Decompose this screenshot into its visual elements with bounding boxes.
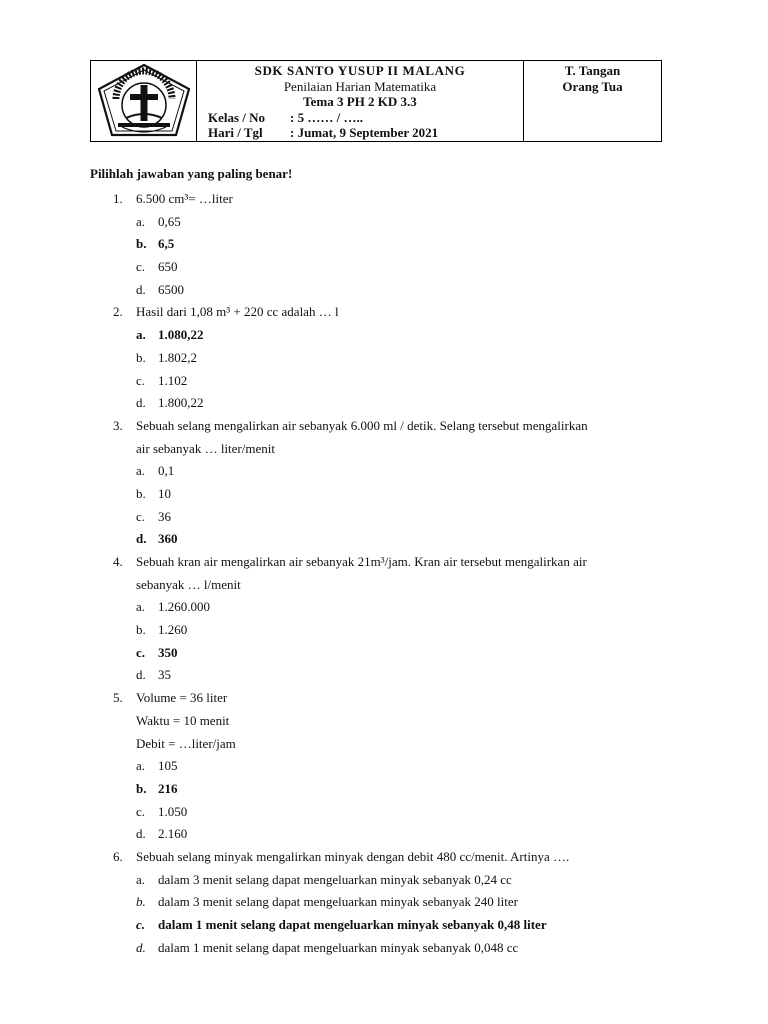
option-4c-answer	[0, 642, 768, 665]
question-text: Volume = 36 liter	[136, 690, 228, 706]
option-text: 1.260	[158, 622, 188, 638]
signature-label-line1: T. Tangan	[564, 63, 621, 78]
option-letter: d.	[136, 939, 146, 955]
class-row	[197, 110, 523, 126]
option-letter: d.	[136, 531, 147, 547]
question-text: Debit = …liter/jam	[136, 735, 236, 751]
option-letter: d.	[136, 667, 146, 683]
option-3b	[0, 483, 768, 506]
option-text: 1.800,22	[158, 395, 204, 411]
question-5	[0, 687, 768, 710]
option-letter: c.	[136, 803, 146, 819]
option-letter: a.	[136, 758, 146, 774]
question-3-cont	[0, 438, 768, 461]
school-info-cell	[197, 61, 524, 142]
option-2c	[0, 370, 768, 393]
option-text: dalam 1 menit selang dapat mengeluarkan minyak sebanyak 0,048 cc	[158, 939, 519, 955]
question-5-cont	[0, 710, 768, 733]
option-1d	[0, 279, 768, 302]
header-table	[90, 60, 662, 142]
assessment-title: Penilaian Harian Matematika	[283, 78, 437, 94]
school-logo-icon	[96, 63, 192, 139]
question-text: Sebuah selang minyak mengalirkan minyak dengan debit 480 cc/menit. Artinya ….	[136, 848, 570, 864]
option-letter: d.	[136, 281, 146, 297]
option-5a	[0, 755, 768, 778]
theme-title: Tema 3 PH 2 KD 3.3	[303, 94, 417, 109]
question-2	[0, 301, 768, 324]
question-3	[0, 415, 768, 438]
question-text: Sebuah kran air mengalirkan air sebanyak 21m³/jam. Kran air tersebut mengalirkan air	[136, 554, 587, 569]
option-6c-answer	[0, 914, 768, 937]
question-text: Waktu = 10 menit	[136, 712, 230, 728]
option-text: 1.102	[158, 372, 188, 388]
option-text: 0,1	[158, 463, 175, 479]
option-text: 1.080,22	[158, 327, 204, 343]
option-letter: c.	[136, 917, 146, 932]
question-text: Hasil dari 1,08 m³ + 220 cc adalah … l	[136, 304, 339, 320]
option-text: 35	[158, 667, 171, 683]
option-letter: b.	[136, 780, 147, 796]
option-text: dalam 3 menit selang dapat mengeluarkan minyak sebanyak 0,24 cc	[158, 871, 512, 887]
option-text: 650	[158, 259, 178, 275]
option-4b	[0, 619, 768, 642]
question-text: 6.500 cm³= …liter	[136, 191, 233, 206]
option-letter: a.	[136, 213, 146, 229]
option-letter: b.	[136, 349, 146, 365]
question-4-cont	[0, 574, 768, 597]
option-text: 6500	[158, 281, 184, 297]
option-text: 10	[158, 485, 171, 501]
option-letter: a.	[136, 327, 146, 343]
option-4d	[0, 664, 768, 687]
option-letter: b.	[136, 622, 146, 638]
question-number: 1.	[113, 191, 123, 206]
option-text: 36	[158, 508, 171, 524]
question-text: air sebanyak … liter/menit	[136, 440, 275, 456]
option-5d	[0, 823, 768, 846]
option-1c	[0, 256, 768, 279]
day-value: : Jumat, 9 September 2021	[290, 125, 439, 140]
option-text: dalam 1 menit selang dapat mengeluarkan minyak sebanyak 0,48 liter	[158, 917, 547, 932]
option-6d	[0, 937, 768, 960]
option-5b-answer	[0, 778, 768, 801]
option-letter: b.	[136, 236, 147, 252]
option-letter: a.	[136, 463, 146, 479]
option-4a	[0, 596, 768, 619]
option-3c	[0, 506, 768, 529]
option-text: 360	[158, 531, 178, 547]
question-4	[0, 551, 768, 574]
class-label: Kelas / No	[208, 109, 266, 125]
option-text: 0,65	[158, 213, 181, 229]
option-text: dalam 3 menit selang dapat mengeluarkan minyak sebanyak 240 liter	[158, 894, 518, 910]
question-text: sebanyak … l/menit	[136, 576, 241, 592]
option-letter: a.	[136, 871, 146, 887]
option-text: 2.160	[158, 826, 188, 842]
day-row	[197, 125, 523, 141]
option-2d	[0, 392, 768, 415]
option-text: 1.260.000	[158, 599, 210, 615]
option-5c	[0, 801, 768, 824]
option-1b-answer	[0, 233, 768, 256]
option-6b	[0, 891, 768, 914]
school-name: SDK SANTO YUSUP II MALANG	[254, 63, 466, 78]
option-letter: c.	[136, 372, 146, 388]
logo-cell	[91, 61, 197, 142]
question-number: 6.	[113, 848, 123, 864]
question-5-cont	[0, 733, 768, 756]
option-text: 216	[158, 780, 178, 796]
option-letter: b.	[136, 894, 146, 910]
signature-label-line2: Orang Tua	[562, 79, 623, 94]
option-text: 350	[158, 644, 178, 660]
option-6a	[0, 869, 768, 892]
option-letter: c.	[136, 644, 146, 660]
option-text: 1.050	[158, 803, 188, 819]
option-1a	[0, 211, 768, 234]
question-number: 3.	[113, 417, 123, 433]
question-list	[0, 188, 768, 959]
question-6	[0, 846, 768, 869]
option-text: 105	[158, 758, 178, 774]
instruction: Pilihlah jawaban yang paling benar!	[90, 166, 293, 181]
option-letter: c.	[136, 508, 146, 524]
option-letter: c.	[136, 259, 146, 275]
question-number: 5.	[113, 690, 123, 706]
option-2a-answer	[0, 324, 768, 347]
question-text: Sebuah selang mengalirkan air sebanyak 6.000 ml / detik. Selang tersebut mengalirkan	[136, 417, 588, 433]
option-text: 1.802,2	[158, 349, 197, 365]
question-number: 4.	[113, 554, 123, 569]
option-3a	[0, 460, 768, 483]
question-number: 2.	[113, 304, 123, 320]
question-1	[0, 188, 768, 211]
option-letter: d.	[136, 395, 146, 411]
option-letter: b.	[136, 485, 146, 501]
day-label: Hari / Tgl	[208, 125, 263, 140]
option-letter: d.	[136, 826, 146, 842]
option-2b	[0, 347, 768, 370]
option-text: 6,5	[158, 236, 175, 252]
class-value: : 5 …… / …..	[290, 109, 363, 125]
option-letter: a.	[136, 599, 146, 615]
option-3d-answer	[0, 528, 768, 551]
parent-signature-cell	[524, 61, 662, 142]
